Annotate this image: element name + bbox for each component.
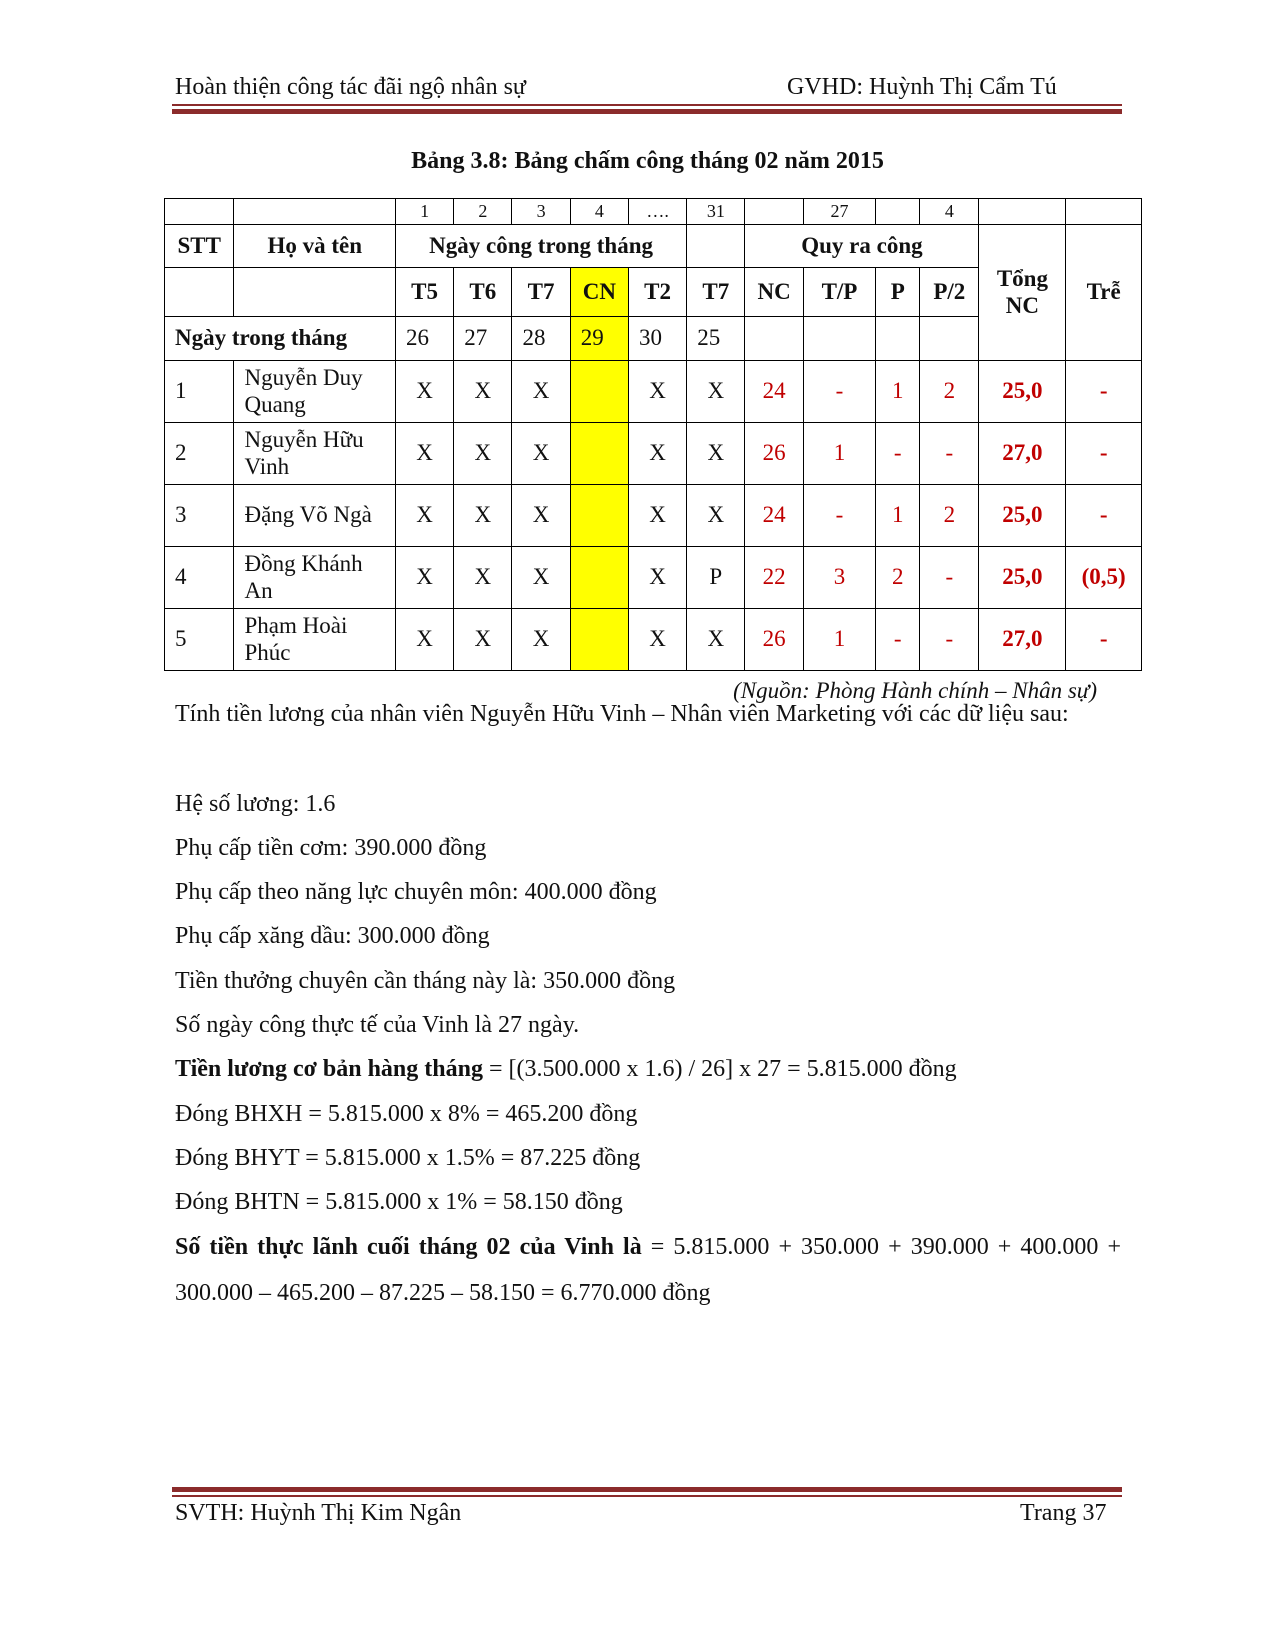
quy-group-header: Quy ra công	[745, 225, 979, 268]
empty-cell	[876, 317, 920, 361]
sunday-date-cell: 29	[570, 317, 628, 361]
weekday-header: T7	[512, 268, 570, 317]
sunday-cell	[570, 609, 628, 671]
weekday-header: T5	[395, 268, 453, 317]
total-cell: 27,0	[979, 609, 1066, 671]
nc-header: NC	[745, 268, 803, 317]
p2-cell: 2	[920, 485, 979, 547]
tp-cell: -	[803, 485, 876, 547]
date-cell: 30	[628, 317, 686, 361]
empty-cell	[234, 268, 395, 317]
stt-cell: 3	[165, 485, 234, 547]
stt-cell: 1	[165, 361, 234, 423]
page-number: Trang 37	[1020, 1500, 1107, 1526]
employee-row	[165, 485, 1142, 547]
nc-cell: 26	[745, 423, 803, 485]
attendance-cell: X	[395, 547, 453, 609]
sunday-cell	[570, 547, 628, 609]
employee-row	[165, 547, 1142, 609]
empty-cell	[687, 225, 745, 268]
attendance-cell: X	[687, 423, 745, 485]
total-cell: 27,0	[979, 423, 1066, 485]
empty-cell	[979, 199, 1066, 225]
attendance-cell: X	[512, 423, 570, 485]
total-cell: 25,0	[979, 485, 1066, 547]
nc-cell: 24	[745, 361, 803, 423]
employee-row	[165, 423, 1142, 485]
net-salary-formula: = 5.815.000 + 350.000 + 390.000 + 400.000 + 300.000 – 465.200 – 87.225 – 58.150 = 6.770.000 đồng	[175, 1234, 1121, 1306]
bhxh-line: Đóng BHXH = 5.815.000 x 8% = 465.200 đồng	[175, 1101, 638, 1127]
footer-rule-thin	[172, 1495, 1122, 1497]
sunday-cell	[570, 361, 628, 423]
day-number: 4	[570, 199, 628, 225]
p-cell: -	[876, 423, 920, 485]
header-rule-thin	[172, 104, 1122, 106]
day-number: 4	[920, 199, 979, 225]
p2-cell: 2	[920, 361, 979, 423]
late-cell: -	[1066, 485, 1142, 547]
bhtn-line: Đóng BHTN = 5.815.000 x 1% = 58.150 đồng	[175, 1189, 623, 1215]
base-salary-formula: = [(3.500.000 x 1.6) / 26] x 27 = 5.815.000 đồng	[482, 1056, 957, 1082]
date-cell: 28	[512, 317, 570, 361]
employee-row	[165, 361, 1142, 423]
empty-cell	[876, 199, 920, 225]
footer-student: SVTH: Huỳnh Thị Kim Ngân	[175, 1500, 462, 1526]
p2-cell: -	[920, 423, 979, 485]
attendance-cell: P	[687, 547, 745, 609]
employee-name: Đồng Khánh An	[234, 547, 395, 609]
weekday-header: T6	[454, 268, 512, 317]
weekday-header: T7	[687, 268, 745, 317]
date-cell: 27	[454, 317, 512, 361]
date-cell: 25	[687, 317, 745, 361]
tp-cell: 1	[803, 609, 876, 671]
empty-cell	[803, 317, 876, 361]
late-header: Trễ	[1066, 225, 1142, 361]
late-cell: -	[1066, 423, 1142, 485]
header-rule-thick	[172, 109, 1122, 114]
attendance-cell: X	[395, 361, 453, 423]
competency-allowance: Phụ cấp theo năng lực chuyên môn: 400.000 đồng	[175, 879, 657, 905]
attendance-cell: X	[395, 485, 453, 547]
intro-paragraph: Tính tiền lương của nhân viên Nguyễn Hữu Vinh – Nhân viên Marketing với các dữ liệu sau:	[175, 701, 1069, 727]
fuel-allowance: Phụ cấp xăng dầu: 300.000 đồng	[175, 923, 490, 949]
p-cell: 1	[876, 485, 920, 547]
late-cell: -	[1066, 609, 1142, 671]
attendance-cell: X	[687, 361, 745, 423]
nc-cell: 22	[745, 547, 803, 609]
tp-cell: 3	[803, 547, 876, 609]
bhyt-line: Đóng BHYT = 5.815.000 x 1.5% = 87.225 đồng	[175, 1145, 641, 1171]
footer-rule-thick	[172, 1487, 1122, 1492]
attendance-cell: X	[628, 485, 686, 547]
attendance-cell: X	[454, 609, 512, 671]
attendance-cell: X	[454, 423, 512, 485]
days-in-month-label: Ngày trong tháng	[165, 317, 396, 361]
table-source: (Nguồn: Phòng Hành chính – Nhân sự)	[733, 678, 1097, 703]
attendance-cell: X	[454, 361, 512, 423]
employee-name: Nguyễn Duy Quang	[234, 361, 395, 423]
nc-cell: 24	[745, 485, 803, 547]
tp-header: T/P	[803, 268, 876, 317]
attendance-cell: X	[512, 609, 570, 671]
p2-header: P/2	[920, 268, 979, 317]
day-number: 2	[454, 199, 512, 225]
date-cell: 26	[395, 317, 453, 361]
empty-cell	[234, 199, 395, 225]
p-header: P	[876, 268, 920, 317]
meal-allowance: Phụ cấp tiền cơm: 390.000 đồng	[175, 835, 487, 861]
day-number: 1	[395, 199, 453, 225]
empty-cell	[165, 268, 234, 317]
total-cell: 25,0	[979, 361, 1066, 423]
stt-cell: 5	[165, 609, 234, 671]
day-number: 3	[512, 199, 570, 225]
base-salary-label: Tiền lương cơ bản hàng tháng	[175, 1056, 483, 1082]
attendance-cell: X	[687, 485, 745, 547]
actual-workdays: Số ngày công thực tế của Vinh là 27 ngày.	[175, 1012, 580, 1038]
p-cell: 2	[876, 547, 920, 609]
name-header: Họ và tên	[234, 225, 395, 268]
empty-cell	[745, 199, 803, 225]
total-header: Tổng NC	[979, 225, 1066, 361]
stt-cell: 4	[165, 547, 234, 609]
salary-coefficient: Hệ số lương: 1.6	[175, 791, 336, 817]
day-number: 27	[803, 199, 876, 225]
group-header-row	[165, 225, 1142, 268]
attendance-cell: X	[395, 423, 453, 485]
total-cell: 25,0	[979, 547, 1066, 609]
empty-cell	[745, 317, 803, 361]
employee-row	[165, 609, 1142, 671]
table-caption: Bảng 3.8: Bảng chấm công tháng 02 năm 2015	[411, 148, 884, 174]
attendance-cell: X	[628, 547, 686, 609]
attendance-cell: X	[512, 485, 570, 547]
employee-name: Nguyễn Hữu Vinh	[234, 423, 395, 485]
stt-cell: 2	[165, 423, 234, 485]
attendance-cell: X	[512, 547, 570, 609]
p2-cell: -	[920, 547, 979, 609]
nc-cell: 26	[745, 609, 803, 671]
base-salary-line	[175, 1046, 1121, 1092]
attendance-cell: X	[628, 423, 686, 485]
header-advisor: GVHD: Huỳnh Thị Cẩm Tú	[787, 74, 1057, 100]
sunday-cell	[570, 485, 628, 547]
p2-cell: -	[920, 609, 979, 671]
tp-cell: -	[803, 361, 876, 423]
net-salary-label: Số tiền thực lãnh cuối tháng 02 của Vinh là	[175, 1234, 642, 1260]
day-number: 31	[687, 199, 745, 225]
empty-cell	[165, 199, 234, 225]
tp-cell: 1	[803, 423, 876, 485]
late-cell: -	[1066, 361, 1142, 423]
sunday-cell	[570, 423, 628, 485]
day-number: ….	[628, 199, 686, 225]
employee-name: Phạm Hoài Phúc	[234, 609, 395, 671]
attendance-cell: X	[687, 609, 745, 671]
attendance-cell: X	[628, 361, 686, 423]
late-cell: (0,5)	[1066, 547, 1142, 609]
p-cell: -	[876, 609, 920, 671]
p-cell: 1	[876, 361, 920, 423]
weekday-header: T2	[628, 268, 686, 317]
days-group-header: Ngày công trong tháng	[395, 225, 686, 268]
empty-cell	[1066, 199, 1142, 225]
empty-cell	[920, 317, 979, 361]
header-title: Hoàn thiện công tác đãi ngộ nhân sự	[175, 74, 526, 100]
attendance-cell: X	[454, 485, 512, 547]
day-number-row	[165, 199, 1142, 225]
attendance-cell: X	[512, 361, 570, 423]
attendance-cell: X	[395, 609, 453, 671]
sunday-header: CN	[570, 268, 628, 317]
employee-name: Đặng Võ Ngà	[234, 485, 395, 547]
attendance-cell: X	[628, 609, 686, 671]
attendance-cell: X	[454, 547, 512, 609]
stt-header: STT	[165, 225, 234, 268]
net-salary-paragraph	[175, 1224, 1121, 1316]
attendance-bonus: Tiền thưởng chuyên cần tháng này là: 350.000 đồng	[175, 968, 676, 994]
timesheet-table	[164, 198, 1142, 671]
